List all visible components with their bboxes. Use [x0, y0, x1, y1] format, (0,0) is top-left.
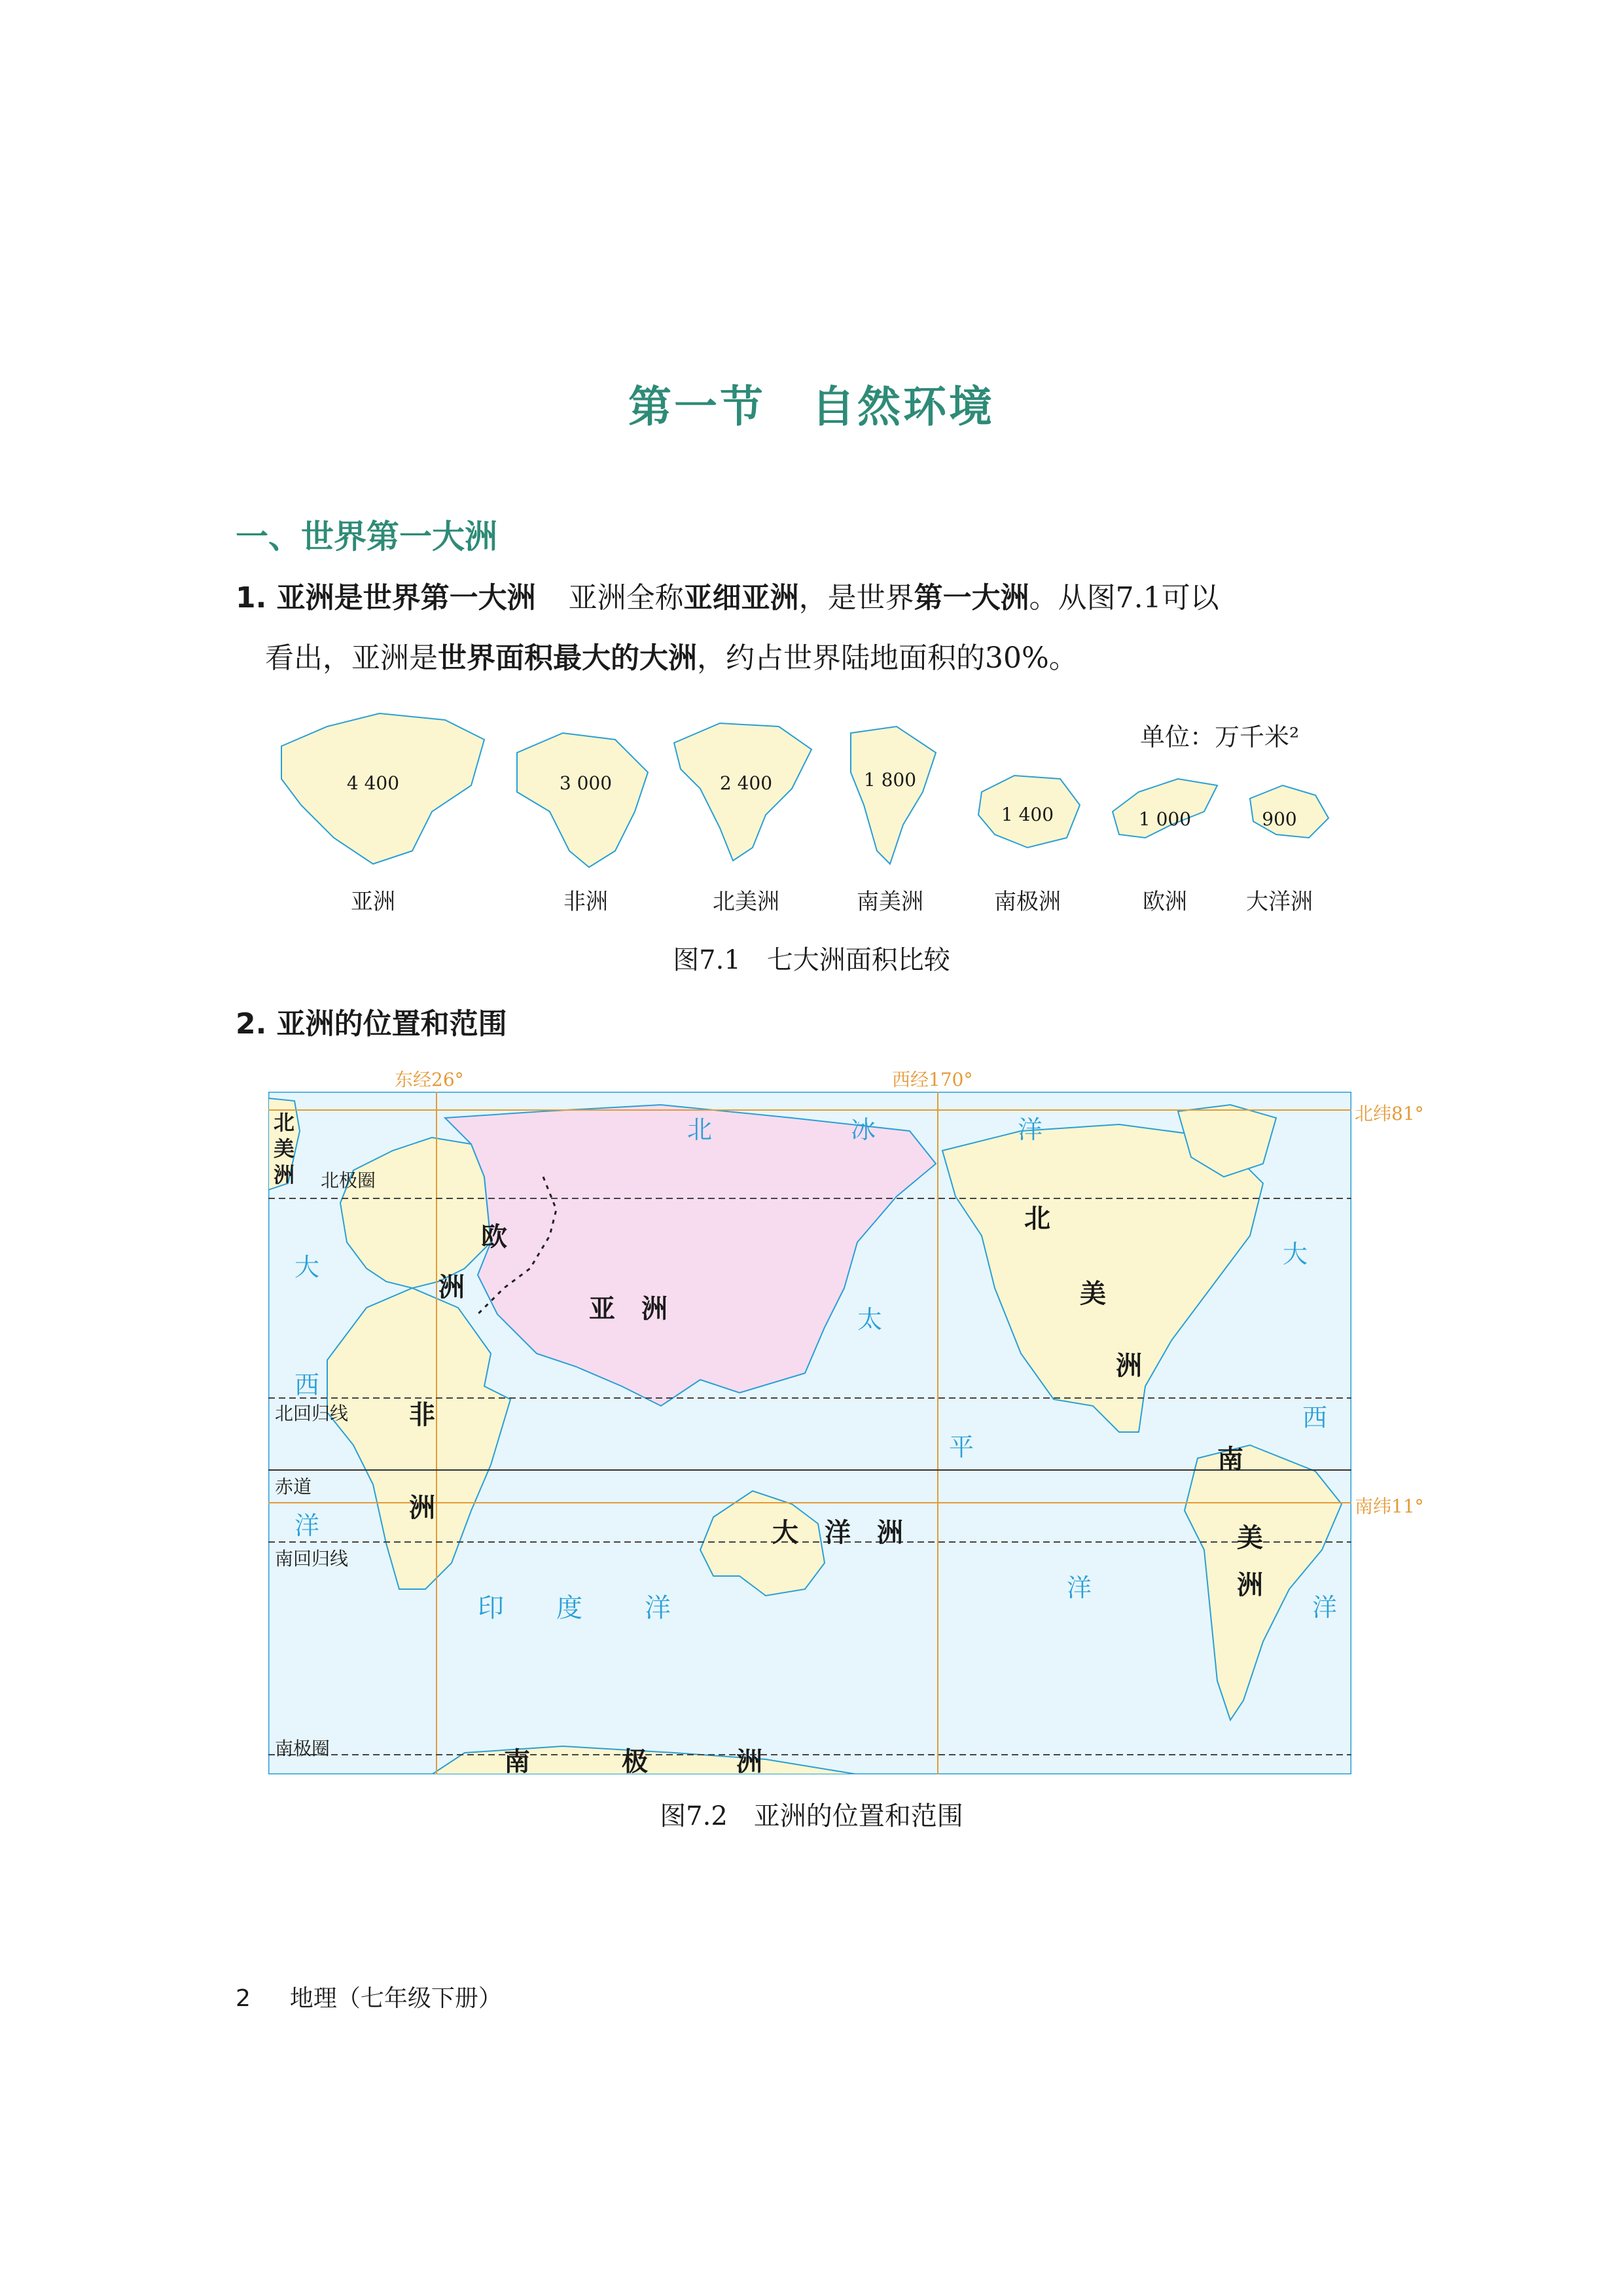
page-footer [236, 1980, 502, 2013]
antarctica-label: 洲 [736, 1747, 762, 1777]
longitude-label: 东经26° [395, 1069, 464, 1090]
atlantic-ocean-label: 洋 [294, 1511, 320, 1540]
north-america-label: 美 [274, 1136, 295, 1161]
continent-area-value: 4 400 [346, 772, 400, 794]
continent-shape-4 [838, 720, 942, 870]
europe-label: 洲 [438, 1272, 465, 1302]
figure-caption-2: 图7.2 亚洲的位置和范围 [660, 1801, 963, 1831]
africa-label: 非 [409, 1400, 435, 1430]
arctic-circle-label: 北极圈 [321, 1170, 376, 1191]
arctic-ocean-label: 冰 [851, 1115, 876, 1144]
antarctic-circle-label: 南极圈 [275, 1738, 330, 1759]
continent-area-value: 1 000 [1138, 808, 1192, 830]
tropic-capricorn-label: 南回归线 [275, 1548, 349, 1570]
subsection-heading: 一、世界第一大洲 [236, 517, 497, 556]
arctic-ocean-label: 洋 [1018, 1115, 1043, 1144]
north-america-label: 北 [274, 1110, 295, 1135]
continent-area-value: 1 400 [1001, 804, 1054, 825]
bold-term: 世界面积最大的大洲 [438, 641, 697, 675]
tropic-cancer-label: 北回归线 [275, 1403, 349, 1424]
south-america-label: 美 [1237, 1523, 1263, 1553]
pacific-ocean-label: 平 [949, 1433, 974, 1462]
continent-area-value: 3 000 [559, 772, 613, 794]
bold-term: 亚细亚洲 [683, 581, 799, 615]
bold-term: 第一大洲 [914, 581, 1029, 615]
continent-area-value: 1 800 [863, 769, 917, 791]
atlantic-ocean-label: 大 [1283, 1240, 1308, 1268]
pacific-ocean-label: 太 [857, 1305, 883, 1334]
latitude-label: 北纬81° [1355, 1103, 1424, 1124]
continent-name: 南极洲 [994, 889, 1061, 915]
continent-area-value: 900 [1262, 808, 1297, 830]
continent-area-value: 2 400 [719, 772, 773, 794]
europe-label: 欧 [481, 1222, 507, 1252]
paragraph-lead: 1. 亚洲是世界第一大洲 [236, 581, 536, 615]
atlantic-ocean-label: 洋 [1312, 1593, 1338, 1622]
south-america-label: 南 [1217, 1444, 1243, 1475]
south-america-label: 洲 [1237, 1570, 1263, 1600]
asia-label: 亚 洲 [589, 1294, 668, 1324]
continent-name: 亚洲 [351, 889, 395, 915]
paragraph-line-2 [265, 628, 1078, 689]
oceania-label: 大 洋 洲 [772, 1518, 903, 1548]
latitude-label: 南纬11° [1355, 1496, 1424, 1517]
north-america-label: 北 [1024, 1204, 1050, 1234]
paragraph-line-1 [236, 568, 1219, 628]
continent-name: 非洲 [563, 889, 608, 915]
longitude-label: 西经170° [892, 1069, 973, 1090]
text: ，是世界 [798, 581, 914, 615]
atlantic-ocean-label: 西 [294, 1371, 320, 1399]
figure-unit: 单位：万千米² [1140, 723, 1300, 751]
atlantic-ocean-label: 西 [1302, 1403, 1328, 1432]
antarctica-label: 南 [504, 1747, 530, 1777]
book-title: 地理（七年级下册） [289, 1985, 502, 2012]
asia-location-map [268, 1092, 1351, 1774]
subsection-heading-2: 2. 亚洲的位置和范围 [236, 1007, 507, 1041]
continent-name: 北美洲 [713, 889, 779, 915]
page-number: 2 [236, 1985, 251, 2012]
north-america-label: 美 [1080, 1279, 1106, 1309]
africa-label: 洲 [409, 1493, 435, 1523]
continent-shape-2 [504, 726, 661, 870]
indian-ocean-label: 洋 [645, 1593, 671, 1623]
text: 看出，亚洲是 [265, 641, 438, 675]
text: ，约占世界陆地面积的30%。 [697, 641, 1078, 675]
equator-label: 赤道 [275, 1476, 312, 1498]
indian-ocean-label: 印 [478, 1593, 504, 1623]
section-title: 第一节 自然环境 [628, 381, 995, 432]
pacific-ocean-label: 洋 [1067, 1573, 1092, 1602]
text: 。从图7.1可以 [1029, 581, 1219, 615]
text: 亚洲全称 [568, 581, 684, 615]
indian-ocean-label: 度 [556, 1593, 582, 1623]
north-america-label: 洲 [274, 1162, 295, 1187]
continent-name: 大洋洲 [1246, 889, 1313, 915]
atlantic-ocean-label: 大 [294, 1253, 320, 1282]
continent-name: 欧洲 [1143, 889, 1187, 915]
arctic-ocean-label: 北 [687, 1115, 713, 1144]
figure-caption-1: 图7.1 七大洲面积比较 [673, 945, 950, 975]
antarctica-label: 极 [622, 1747, 648, 1777]
north-america-label: 洲 [1116, 1351, 1142, 1381]
continent-name: 南美洲 [857, 889, 923, 915]
